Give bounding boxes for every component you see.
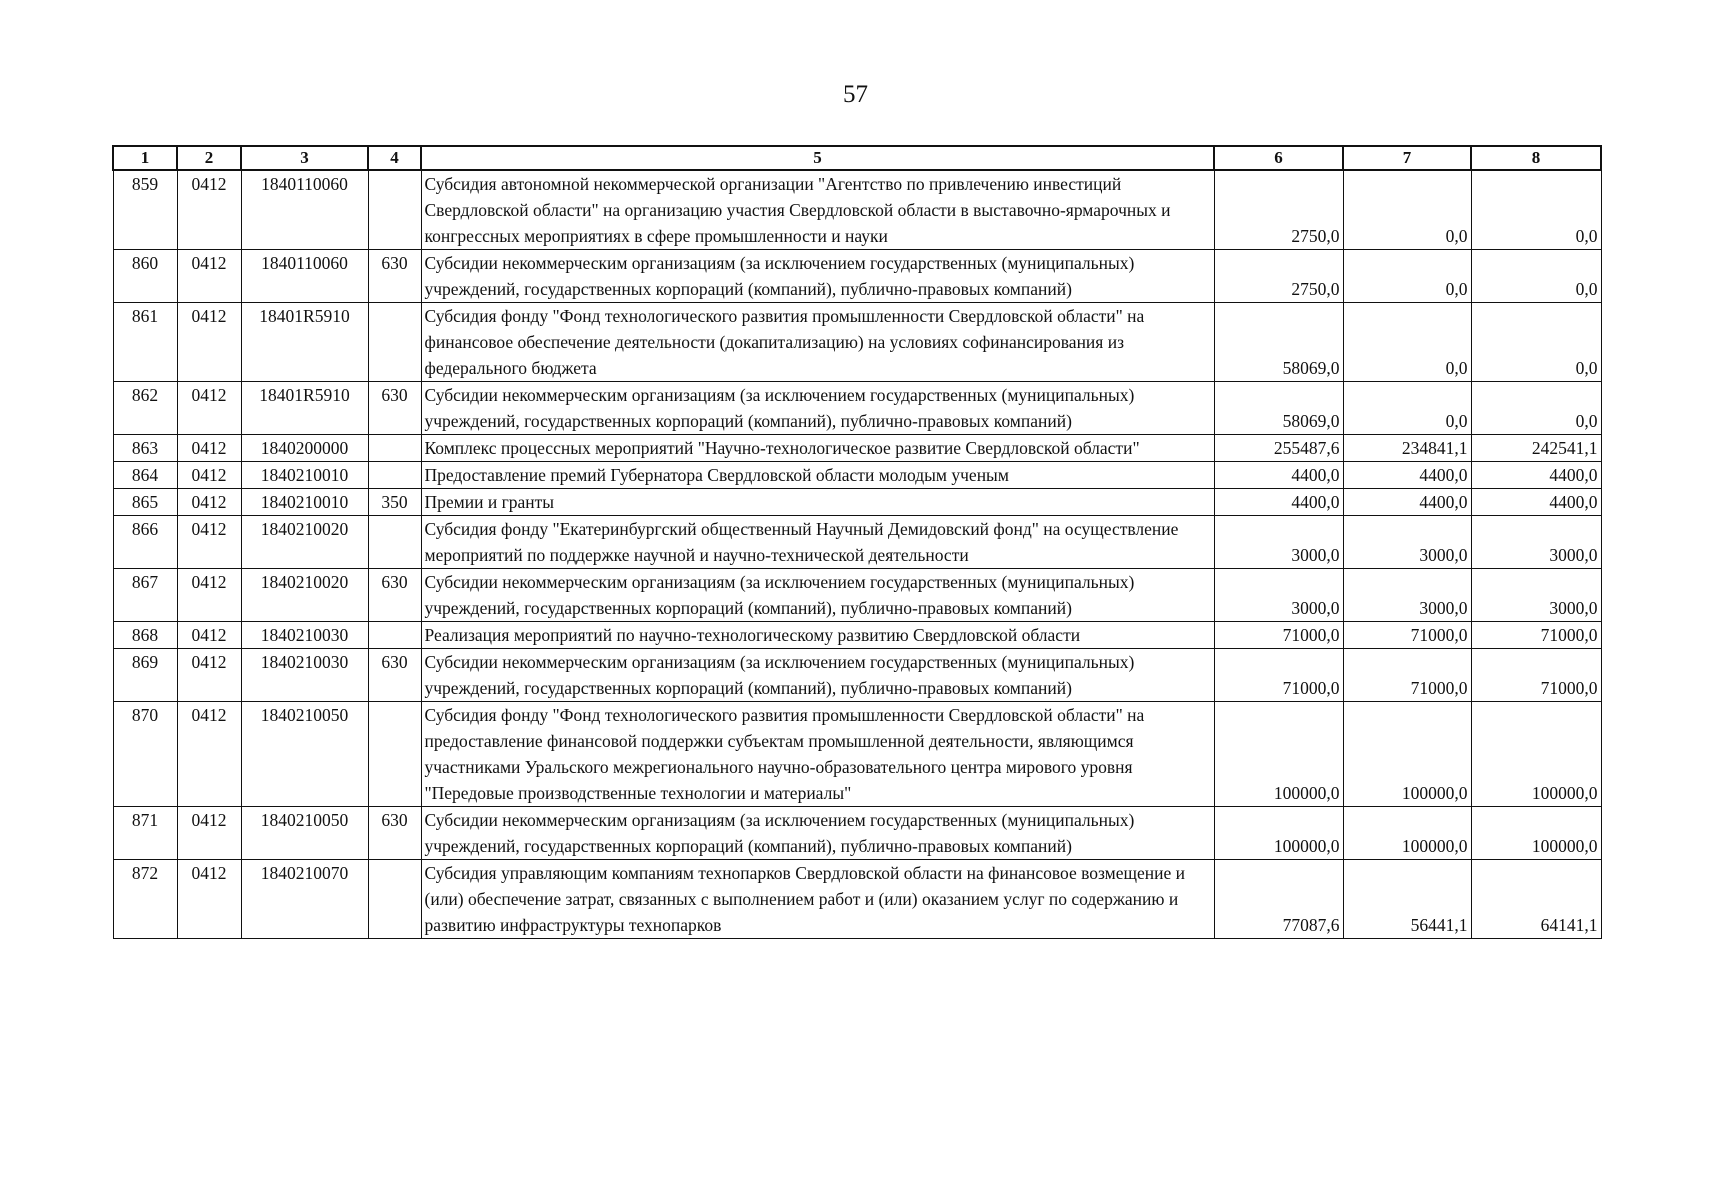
- row-number-cell: 872: [113, 860, 177, 939]
- section-code-cell: 0412: [177, 622, 241, 649]
- table-row: [113, 382, 1601, 435]
- table-body: [113, 170, 1601, 939]
- target-code-cell: 1840110060: [241, 170, 368, 250]
- amount-col6-cell: 77087,6: [1214, 860, 1343, 939]
- expense-type-cell: [368, 516, 421, 569]
- table-row: [113, 435, 1601, 462]
- column-header: 6: [1214, 146, 1343, 170]
- expense-type-cell: 630: [368, 250, 421, 303]
- amount-col7-cell: 56441,1: [1343, 860, 1471, 939]
- description-cell: Субсидии некоммерческим организациям (за исключением государственных (муниципальных) учреждений, государственных корпораций (компаний), публично-правовых компаний): [421, 807, 1214, 860]
- expense-type-cell: [368, 860, 421, 939]
- section-code-cell: 0412: [177, 435, 241, 462]
- description-cell: Субсидия фонду "Екатеринбургский общественный Научный Демидовский фонд" на осуществление мероприятий по поддержке научной и научно-технической деятельности: [421, 516, 1214, 569]
- section-code-cell: 0412: [177, 170, 241, 250]
- column-header: 4: [368, 146, 421, 170]
- section-code-cell: 0412: [177, 860, 241, 939]
- row-number-cell: 868: [113, 622, 177, 649]
- amount-col8-cell: 242541,1: [1471, 435, 1601, 462]
- amount-col7-cell: 0,0: [1343, 170, 1471, 250]
- amount-col7-cell: 0,0: [1343, 250, 1471, 303]
- row-number-cell: 866: [113, 516, 177, 569]
- amount-col6-cell: 3000,0: [1214, 516, 1343, 569]
- row-number-cell: 864: [113, 462, 177, 489]
- amount-col6-cell: 4400,0: [1214, 489, 1343, 516]
- row-number-cell: 860: [113, 250, 177, 303]
- amount-col7-cell: 0,0: [1343, 303, 1471, 382]
- table-row: [113, 860, 1601, 939]
- target-code-cell: 18401R5910: [241, 382, 368, 435]
- column-header: 1: [113, 146, 177, 170]
- amount-col6-cell: 2750,0: [1214, 170, 1343, 250]
- table-row: [113, 649, 1601, 702]
- amount-col6-cell: 71000,0: [1214, 649, 1343, 702]
- amount-col7-cell: 100000,0: [1343, 807, 1471, 860]
- amount-col6-cell: 3000,0: [1214, 569, 1343, 622]
- expense-type-cell: [368, 702, 421, 807]
- target-code-cell: 1840200000: [241, 435, 368, 462]
- amount-col6-cell: 4400,0: [1214, 462, 1343, 489]
- amount-col7-cell: 4400,0: [1343, 489, 1471, 516]
- description-cell: Субсидия управляющим компаниям технопарков Свердловской области на финансовое возмещение и (или) обеспечение затрат, связанных с выполнением работ и (или) оказанием услуг по содержанию и развитию инфраструктуры технопарков: [421, 860, 1214, 939]
- target-code-cell: 1840210030: [241, 649, 368, 702]
- amount-col7-cell: 3000,0: [1343, 516, 1471, 569]
- target-code-cell: 1840210030: [241, 622, 368, 649]
- amount-col7-cell: 4400,0: [1343, 462, 1471, 489]
- description-cell: Предоставление премий Губернатора Свердловской области молодым ученым: [421, 462, 1214, 489]
- expense-type-cell: [368, 435, 421, 462]
- row-number-cell: 859: [113, 170, 177, 250]
- expense-type-cell: 350: [368, 489, 421, 516]
- section-code-cell: 0412: [177, 569, 241, 622]
- amount-col8-cell: 0,0: [1471, 382, 1601, 435]
- expense-type-cell: 630: [368, 569, 421, 622]
- section-code-cell: 0412: [177, 250, 241, 303]
- row-number-cell: 871: [113, 807, 177, 860]
- description-cell: Субсидия фонду "Фонд технологического развития промышленности Свердловской области" на предоставление финансовой поддержки субъектам промышленной деятельности, являющимся участниками Уральского межрегионального научно-образовательного центра мирового уровня "Передовые производственные технологии и материалы": [421, 702, 1214, 807]
- amount-col8-cell: 64141,1: [1471, 860, 1601, 939]
- description-cell: Субсидии некоммерческим организациям (за исключением государственных (муниципальных) учреждений, государственных корпораций (компаний), публично-правовых компаний): [421, 382, 1214, 435]
- target-code-cell: 1840210020: [241, 516, 368, 569]
- target-code-cell: 1840210010: [241, 462, 368, 489]
- expense-type-cell: 630: [368, 382, 421, 435]
- description-cell: Реализация мероприятий по научно-технологическому развитию Свердловской области: [421, 622, 1214, 649]
- amount-col8-cell: 4400,0: [1471, 489, 1601, 516]
- amount-col7-cell: 3000,0: [1343, 569, 1471, 622]
- section-code-cell: 0412: [177, 516, 241, 569]
- amount-col8-cell: 0,0: [1471, 303, 1601, 382]
- amount-col8-cell: 100000,0: [1471, 702, 1601, 807]
- column-header: 2: [177, 146, 241, 170]
- amount-col7-cell: 71000,0: [1343, 622, 1471, 649]
- table-row: [113, 569, 1601, 622]
- table-row: [113, 702, 1601, 807]
- amount-col6-cell: 255487,6: [1214, 435, 1343, 462]
- table-row: [113, 462, 1601, 489]
- section-code-cell: 0412: [177, 807, 241, 860]
- amount-col8-cell: 0,0: [1471, 170, 1601, 250]
- table-row: [113, 170, 1601, 250]
- description-cell: Субсидии некоммерческим организациям (за исключением государственных (муниципальных) учреждений, государственных корпораций (компаний), публично-правовых компаний): [421, 569, 1214, 622]
- amount-col6-cell: 58069,0: [1214, 382, 1343, 435]
- amount-col6-cell: 58069,0: [1214, 303, 1343, 382]
- page-number: 57: [843, 81, 868, 108]
- target-code-cell: 1840110060: [241, 250, 368, 303]
- expense-type-cell: [368, 462, 421, 489]
- row-number-cell: 863: [113, 435, 177, 462]
- column-header: 7: [1343, 146, 1471, 170]
- target-code-cell: 1840210010: [241, 489, 368, 516]
- table-row: [113, 250, 1601, 303]
- row-number-cell: 867: [113, 569, 177, 622]
- target-code-cell: 18401R5910: [241, 303, 368, 382]
- description-cell: Премии и гранты: [421, 489, 1214, 516]
- expense-type-cell: 630: [368, 649, 421, 702]
- target-code-cell: 1840210050: [241, 702, 368, 807]
- row-number-cell: 862: [113, 382, 177, 435]
- amount-col6-cell: 2750,0: [1214, 250, 1343, 303]
- description-cell: Субсидия фонду "Фонд технологического развития промышленности Свердловской области" на финансовое обеспечение деятельности (докапитализацию) на условиях софинансирования из федерального бюджета: [421, 303, 1214, 382]
- expense-type-cell: 630: [368, 807, 421, 860]
- table-row: [113, 516, 1601, 569]
- section-code-cell: 0412: [177, 382, 241, 435]
- section-code-cell: 0412: [177, 303, 241, 382]
- amount-col8-cell: 71000,0: [1471, 622, 1601, 649]
- amount-col6-cell: 100000,0: [1214, 807, 1343, 860]
- section-code-cell: 0412: [177, 462, 241, 489]
- budget-table: [112, 145, 1602, 939]
- column-header: 5: [421, 146, 1214, 170]
- target-code-cell: 1840210050: [241, 807, 368, 860]
- amount-col8-cell: 3000,0: [1471, 569, 1601, 622]
- amount-col6-cell: 71000,0: [1214, 622, 1343, 649]
- target-code-cell: 1840210020: [241, 569, 368, 622]
- amount-col8-cell: 4400,0: [1471, 462, 1601, 489]
- amount-col7-cell: 100000,0: [1343, 702, 1471, 807]
- amount-col8-cell: 71000,0: [1471, 649, 1601, 702]
- amount-col8-cell: 100000,0: [1471, 807, 1601, 860]
- target-code-cell: 1840210070: [241, 860, 368, 939]
- amount-col6-cell: 100000,0: [1214, 702, 1343, 807]
- table-row: [113, 303, 1601, 382]
- amount-col8-cell: 0,0: [1471, 250, 1601, 303]
- description-cell: Субсидии некоммерческим организациям (за исключением государственных (муниципальных) учреждений, государственных корпораций (компаний), публично-правовых компаний): [421, 649, 1214, 702]
- column-header: 3: [241, 146, 368, 170]
- expense-type-cell: [368, 622, 421, 649]
- amount-col7-cell: 71000,0: [1343, 649, 1471, 702]
- table-header-row: [113, 146, 1601, 170]
- description-cell: Комплекс процессных мероприятий "Научно-технологическое развитие Свердловской области": [421, 435, 1214, 462]
- row-number-cell: 865: [113, 489, 177, 516]
- expense-type-cell: [368, 170, 421, 250]
- row-number-cell: 861: [113, 303, 177, 382]
- row-number-cell: 869: [113, 649, 177, 702]
- description-cell: Субсидии некоммерческим организациям (за исключением государственных (муниципальных) учреждений, государственных корпораций (компаний), публично-правовых компаний): [421, 250, 1214, 303]
- section-code-cell: 0412: [177, 649, 241, 702]
- row-number-cell: 870: [113, 702, 177, 807]
- amount-col7-cell: 0,0: [1343, 382, 1471, 435]
- description-cell: Субсидия автономной некоммерческой организации "Агентство по привлечению инвестиций Свердловской области" на организацию участия Свердловской области в выставочно-ярмарочных и конгрессных мероприятиях в сфере промышленности и науки: [421, 170, 1214, 250]
- amount-col7-cell: 234841,1: [1343, 435, 1471, 462]
- amount-col8-cell: 3000,0: [1471, 516, 1601, 569]
- section-code-cell: 0412: [177, 702, 241, 807]
- expense-type-cell: [368, 303, 421, 382]
- section-code-cell: 0412: [177, 489, 241, 516]
- table-row: [113, 807, 1601, 860]
- table-row: [113, 489, 1601, 516]
- table-row: [113, 622, 1601, 649]
- column-header: 8: [1471, 146, 1601, 170]
